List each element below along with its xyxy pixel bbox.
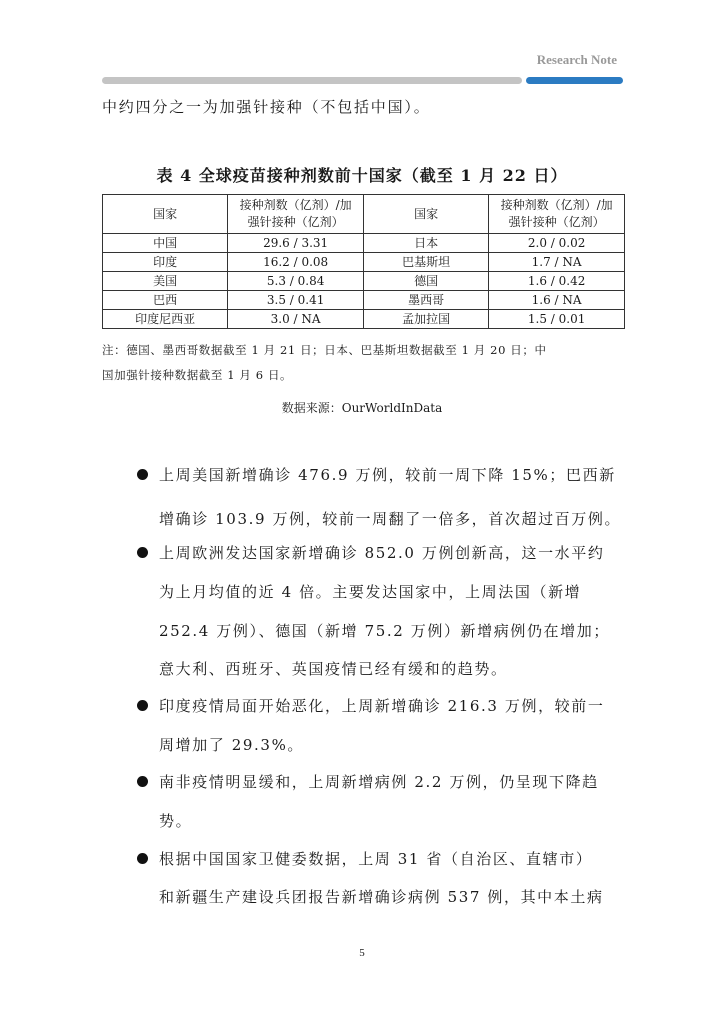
header-rule-blue bbox=[526, 77, 623, 84]
table-cell: 德国 bbox=[363, 272, 488, 291]
table-row bbox=[103, 291, 625, 310]
table-row bbox=[103, 310, 625, 329]
table-cell: 3.0 / NA bbox=[228, 310, 364, 329]
bullet-3-line: 印度疫情局面开始恶化，上周新增确诊 216.3 万例，较前一 bbox=[159, 697, 605, 715]
bullet-5-line: 和新疆生产建设兵团报告新增确诊病例 537 例，其中本土病 bbox=[159, 888, 604, 906]
table-source: 数据来源：OurWorldInData bbox=[281, 401, 443, 415]
table-cell: 日本 bbox=[363, 234, 488, 253]
table-cell: 巴西 bbox=[103, 291, 228, 310]
vaccination-table bbox=[102, 194, 625, 329]
table-cell: 中国 bbox=[103, 234, 228, 253]
bullet-5-line: 根据中国国家卫健委数据，上周 31 省（自治区、直辖市） bbox=[159, 850, 593, 868]
header-country-2: 国家 bbox=[363, 195, 488, 234]
table-row bbox=[103, 253, 625, 272]
bullet-icon bbox=[137, 853, 148, 864]
bullet-1-line: 增确诊 103.9 万例，较前一周翻了一倍多，首次超过百万例。 bbox=[159, 510, 622, 528]
header-country-1: 国家 bbox=[103, 195, 228, 234]
bullet-2-line: 意大利、西班牙、英国疫情已经有缓和的趋势。 bbox=[159, 660, 508, 678]
table-cell: 1.5 / 0.01 bbox=[489, 310, 625, 329]
table-cell: 29.6 / 3.31 bbox=[228, 234, 364, 253]
table-title: 表 4 全球疫苗接种剂数前十国家（截至 1 月 22 日） bbox=[156, 166, 568, 185]
table-cell: 美国 bbox=[103, 272, 228, 291]
page-number: 5 bbox=[359, 947, 365, 959]
table-cell: 2.0 / 0.02 bbox=[489, 234, 625, 253]
bullet-2-line: 为上月均值的近 4 倍。主要发达国家中，上周法国（新增 bbox=[159, 583, 582, 601]
table-cell: 印度 bbox=[103, 253, 228, 272]
table-cell: 印度尼西亚 bbox=[103, 310, 228, 329]
bullet-icon bbox=[137, 547, 148, 558]
bullet-3-line: 周增加了 29.3%。 bbox=[159, 736, 305, 754]
bullet-2-line: 252.4 万例）、德国（新增 75.2 万例）新增病例仍在增加； bbox=[159, 622, 610, 640]
table-row bbox=[103, 234, 625, 253]
bullet-4-line: 势。 bbox=[159, 812, 193, 830]
table-cell: 1.6 / 0.42 bbox=[489, 272, 625, 291]
bullet-2-line: 上周欧洲发达国家新增确诊 852.0 万例创新高，这一水平约 bbox=[159, 544, 605, 562]
table-cell: 墨西哥 bbox=[363, 291, 488, 310]
table-cell: 3.5 / 0.41 bbox=[228, 291, 364, 310]
header-doses-2: 接种剂数（亿剂）/加 强针接种（亿剂） bbox=[489, 195, 625, 234]
table-cell: 1.7 / NA bbox=[489, 253, 625, 272]
bullet-1-line: 上周美国新增确诊 476.9 万例，较前一周下降 15%；巴西新 bbox=[159, 466, 616, 484]
table-cell: 5.3 / 0.84 bbox=[228, 272, 364, 291]
table-cell: 1.6 / NA bbox=[489, 291, 625, 310]
bullet-icon bbox=[137, 776, 148, 787]
intro-line: 中约四分之一为加强针接种（不包括中国）。 bbox=[102, 98, 431, 116]
table-note-line: 国加强针接种数据截至 1 月 6 日。 bbox=[102, 368, 293, 382]
header-doses-1: 接种剂数（亿剂）/加 强针接种（亿剂） bbox=[228, 195, 364, 234]
table-row bbox=[103, 272, 625, 291]
bullet-icon bbox=[137, 700, 148, 711]
bullet-icon bbox=[137, 469, 148, 480]
table-header-row bbox=[103, 195, 625, 234]
table-note-line: 注：德国、墨西哥数据截至 1 月 21 日；日本、巴基斯坦数据截至 1 月 20 日；中 bbox=[102, 343, 547, 357]
table-cell: 16.2 / 0.08 bbox=[228, 253, 364, 272]
header-title: Research Note bbox=[536, 52, 617, 67]
table-cell: 巴基斯坦 bbox=[363, 253, 488, 272]
header-rule-gray bbox=[102, 77, 522, 84]
table-cell: 孟加拉国 bbox=[363, 310, 488, 329]
bullet-4-line: 南非疫情明显缓和，上周新增病例 2.2 万例，仍呈现下降趋 bbox=[159, 773, 599, 791]
